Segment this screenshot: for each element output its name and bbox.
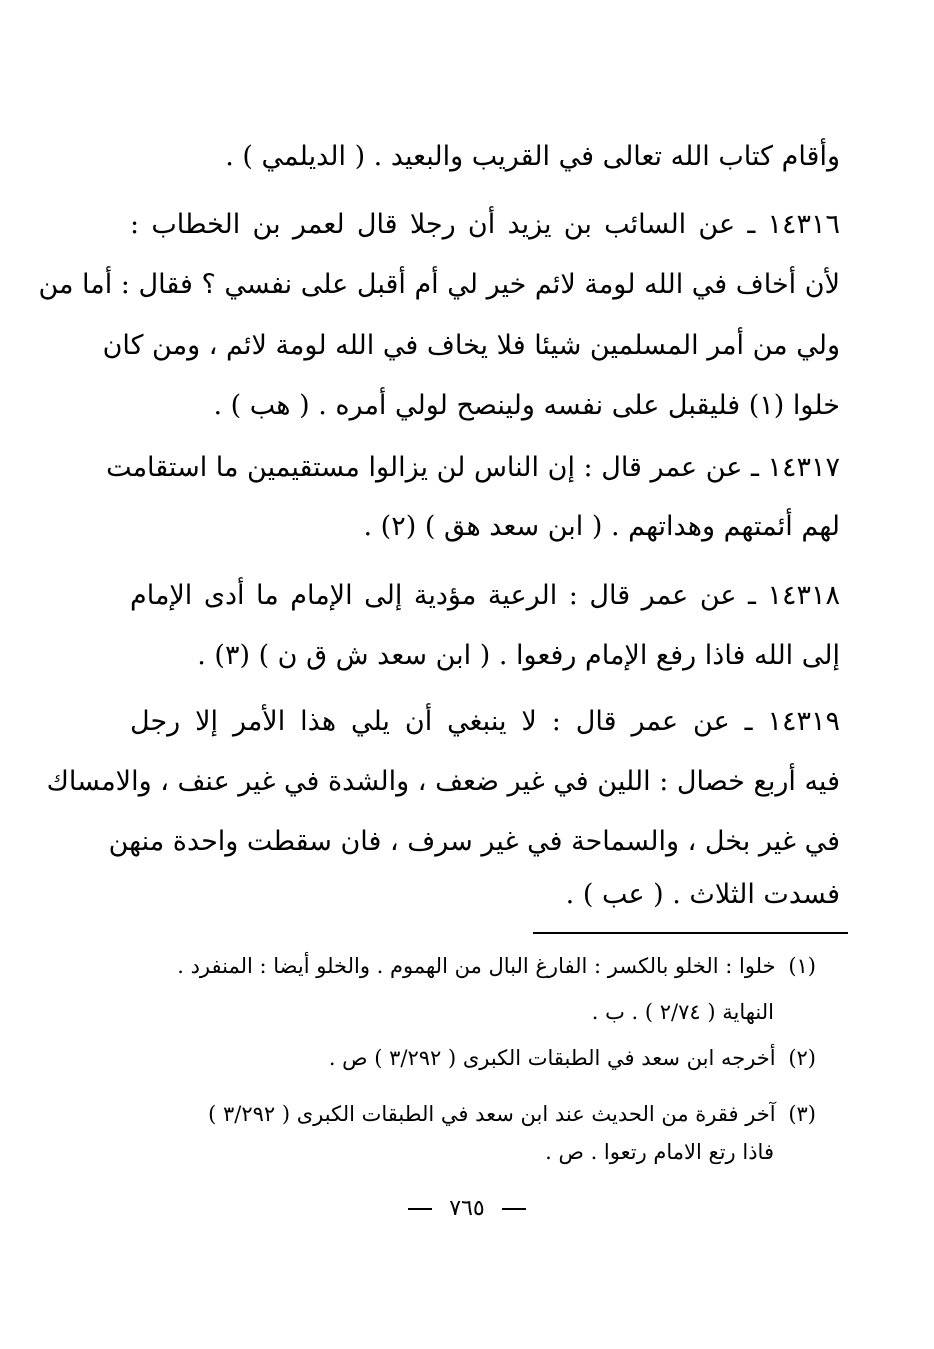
- body-line: فسدت الثلاث . ( عب ) .: [565, 879, 840, 910]
- body-line: في غير بخل ، والسماحة في غير سرف ، فان سقطت واحدة منهن: [108, 826, 840, 857]
- dash-left: [408, 1208, 432, 1210]
- hadith-14319-line: ١٤٣١٩ ـ عن عمر قال : لا ينبغي أن يلي هذا الأمر إلا رجل: [130, 706, 840, 737]
- hadith-14317-line: ١٤٣١٧ ـ عن عمر قال : إن الناس لن يزالوا مستقيمين ما استقامت: [106, 452, 840, 483]
- page-number-area: [0, 1194, 934, 1224]
- footnote-text: آخر فقرة من الحديث عند ابن سعد في الطبقات الكبرى ( ٣/٢٩٢ ): [208, 1102, 776, 1126]
- footnote-1-continued: النهاية ( ٢/٧٤ ) . ب .: [591, 1000, 774, 1024]
- footnote-text: خلوا : الخلو بالكسر : الفارغ البال من الهموم . والخلو أيضا : المنفرد .: [177, 954, 776, 978]
- hadith-14316-line: ١٤٣١٦ ـ عن السائب بن يزيد أن رجلا قال لعمر بن الخطاب :: [130, 209, 840, 240]
- body-line: لهم أئمتهم وهداتهم . ( ابن سعد هق ) (٢) .: [363, 511, 840, 542]
- footnote-number: (١): [788, 954, 816, 978]
- footnote-1: [177, 950, 816, 982]
- body-line: فيه أربع خصال : اللين في غير ضعف ، والشدة في غير عنف ، والامساك: [46, 766, 840, 797]
- dash-right: [502, 1208, 526, 1210]
- footnote-separator: [533, 932, 848, 934]
- footnote-2: [329, 1042, 816, 1074]
- body-line: ولي من أمر المسلمين شيئا فلا يخاف في الله لومة لائم ، ومن كان: [102, 330, 840, 361]
- footnote-number: (٢): [788, 1046, 816, 1070]
- hadith-14318-line: ١٤٣١٨ ـ عن عمر قال : الرعية مؤدية إلى الإمام ما أدى الإمام: [130, 580, 840, 611]
- body-line: وأقام كتاب الله تعالى في القريب والبعيد . ( الديلمي ) .: [225, 141, 840, 172]
- body-line: خلوا (١) فليقبل على نفسه ولينصح لولي أمره . ( هب ) .: [213, 390, 840, 421]
- footnote-number: (٣): [788, 1102, 816, 1126]
- footnote-3-continued: فاذا رتع الامام رتعوا . ص .: [545, 1140, 774, 1164]
- body-line: لأن أخاف في الله لومة لائم خير لي أم أقبل على نفسي ؟ فقال : أما من: [38, 269, 840, 300]
- footnote-3: [208, 1098, 816, 1130]
- body-line: إلى الله فاذا رفع الإمام رفعوا . ( ابن سعد ش ق ن ) (٣) .: [197, 640, 840, 671]
- footnote-text: أخرجه ابن سعد في الطبقات الكبرى ( ٣/٢٩٢ ) ص .: [328, 1046, 776, 1070]
- page-number: ٧٦٥: [449, 1196, 485, 1221]
